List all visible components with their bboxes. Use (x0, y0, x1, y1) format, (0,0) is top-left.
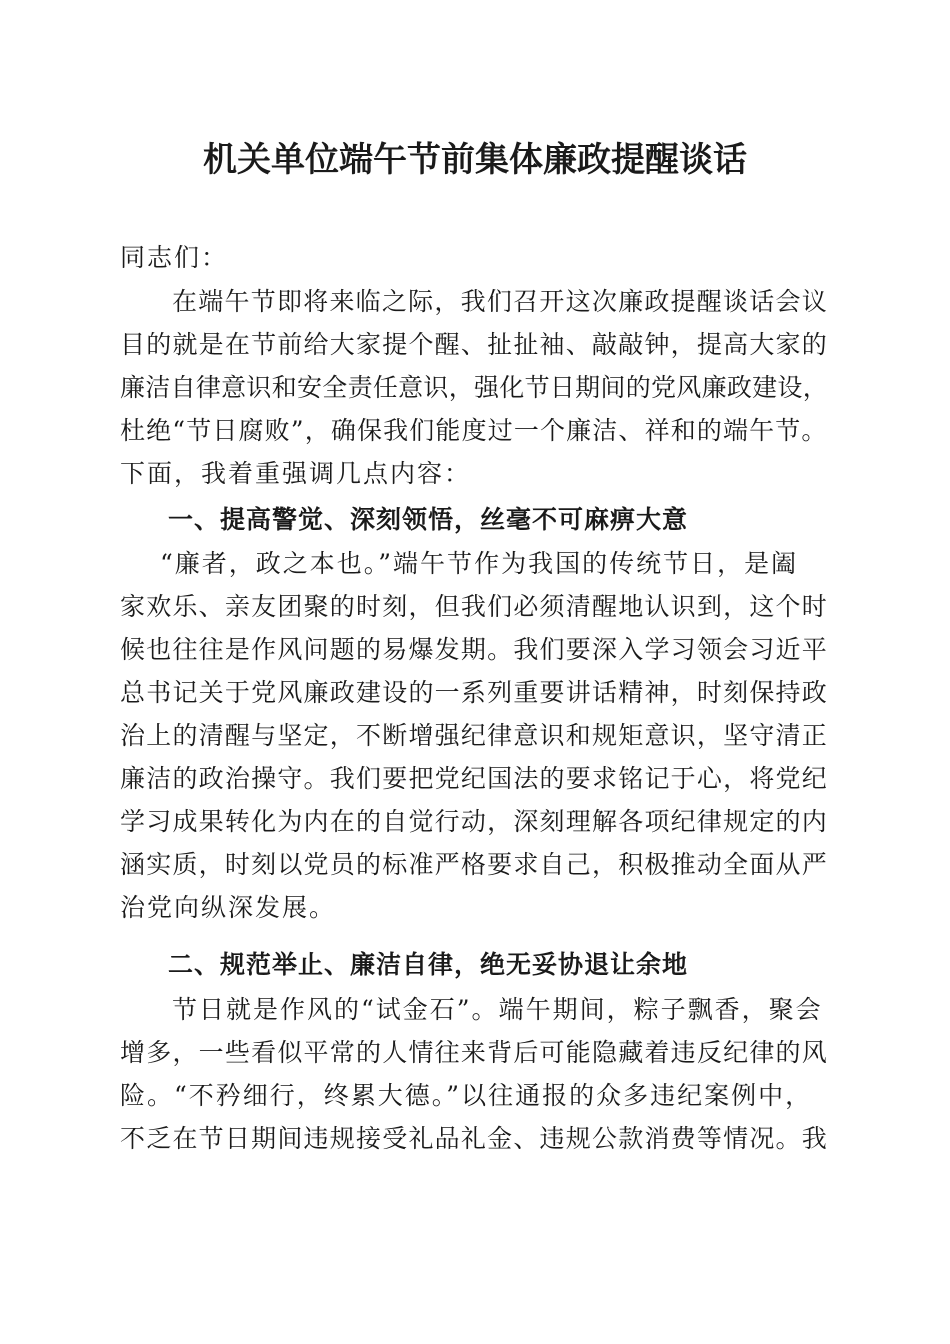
paragraph-line: 目的就是在节前给大家提个醒、扯扯袖、敲敲钟，提高大家的 (120, 330, 829, 359)
paragraph-line: 在端午节即将来临之际，我们召开这次廉政提醒谈话会议 (172, 287, 829, 316)
paragraph-line: 下面，我着重强调几点内容： (120, 459, 472, 488)
paragraph-line: 候也往往是作风问题的易爆发期。我们要深入学习领会习近平 (120, 635, 829, 664)
paragraph-line: 治党向纵深发展。 (120, 893, 337, 922)
paragraph-line: 涵实质，时刻以党员的标准严格要求自己，积极推动全面从严 (120, 850, 829, 879)
paragraph-line: 杜绝“节日腐败”，确保我们能度过一个廉洁、祥和的端午节。 (120, 416, 828, 445)
paragraph-line: 治上的清醒与坚定，不断增强纪律意识和规矩意识，坚守清正 (120, 721, 829, 750)
paragraph-line: “廉者，政之本也。”端午节作为我国的传统节日，是阖 (160, 549, 799, 578)
paragraph-line: 节日就是作风的“试金石”。端午期间，粽子飘香，聚会 (172, 995, 823, 1024)
paragraph-line: 增多，一些看似平常的人情往来背后可能隐藏着违反纪律的风 (120, 1038, 829, 1067)
salutation: 同志们： (120, 243, 229, 272)
paragraph-line: 家欢乐、亲友团聚的时刻，但我们必须清醒地认识到，这个时 (120, 592, 829, 621)
section-heading-2: 二、规范举止、廉洁自律，绝无妥协退让余地 (168, 950, 689, 979)
paragraph-line: 不乏在节日期间违规接受礼品礼金、违规公款消费等情况。我 (120, 1124, 829, 1153)
paragraph-line: 险。“不矜细行，终累大德。”以往通报的众多违纪案例中， (120, 1081, 813, 1110)
section-heading-1: 一、提高警觉、深刻领悟，丝毫不可麻痹大意 (168, 505, 689, 534)
document-title: 机关单位端午节前集体廉政提醒谈话 (203, 140, 747, 180)
paragraph-line: 学习成果转化为内在的自觉行动，深刻理解各项纪律规定的内 (120, 807, 829, 836)
paragraph-line: 廉洁的政治操守。我们要把党纪国法的要求铭记于心，将党纪 (120, 764, 829, 793)
paragraph-line: 廉洁自律意识和安全责任意识，强化节日期间的党风廉政建设， (120, 373, 829, 402)
paragraph-line: 总书记关于党风廉政建设的一系列重要讲话精神，时刻保持政 (120, 678, 829, 707)
